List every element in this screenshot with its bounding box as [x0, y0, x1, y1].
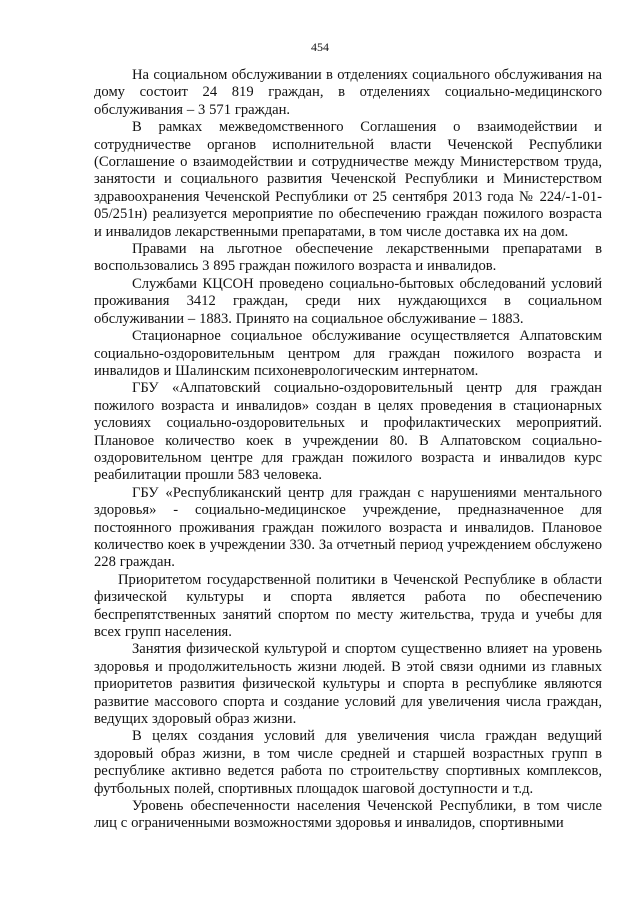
page-number: 454 — [311, 40, 329, 54]
paragraph-sports-policy: Приоритетом государственной политики в Чеченской Республике в области физической культуры и спорта является работа по обеспечению беспрепятственных занятий спортом по месту жительства, труда и учебы для всех групп населения. — [94, 571, 602, 640]
paragraph-healthy-lifestyle: В целях создания условий для увеличения числа граждан ведущий здоровый образ жизни, в том числе средней и старшей возрастных групп в республике активно ведется работа по строительству спортивных комплексов, футбольных полей, спортивных площадок шаговой доступности и т.д. — [94, 728, 602, 797]
paragraph-inpatient-services: Стационарное социальное обслуживание осуществляется Алпатовским социально-оздоровительным центром для граждан пожилого возраста и инвалидов и Шалинским психоневрологическим интернатом. — [94, 328, 602, 379]
paragraph-interagency-agreement: В рамках межведомственного Соглашения о взаимодействии и сотрудничестве органов исполнительной власти Чеченской Республики (Соглашение о взаимодействии и сотрудничестве между Министерством труда, занятости и социального развития Чеченской Республики и Министерством здравоохранения Чеченской Республики от 25 сентября 2013 года № 224/-1-01-05/251н) реализуется мероприятие по обеспечению граждан пожилого возраста и инвалидов лекарственными препаратами, в том числе доставка их на дом. — [94, 119, 602, 240]
paragraph-physical-activity: Занятия физической культурой и спортом существенно влияет на уровень здоровья и продолжительность жизни людей. В этой связи одними из главных приоритетов развития физической культуры и спорта в республике являются развитие массового спорта и создание условий для увеличения числа граждан, ведущих здоровый образ жизни. — [94, 641, 602, 728]
paragraph-home-care-stats: На социальном обслуживании в отделениях социального обслуживания на дому состоит 24 819 граждан, в отделениях социально-медицинского обслуживания – 3 571 граждан. — [94, 67, 602, 118]
paragraph-alpatovsky-center: ГБУ «Алпатовский социально-оздоровительный центр для граждан пожилого возраста и инвалидов» создан в целях проведения в стационарных условиях социально-оздоровительных и профилактических мероприятий. Плановое количество коек в учреждении 80. В Алпатовском социально-оздоровительном центре для граждан пожилого возраста и инвалидов курс реабилитации прошли 583 человека. — [94, 380, 602, 484]
paragraph-kcson-surveys: Службами КЦСОН проведено социально-бытовых обследований условий проживания 3412 граждан, среди них нуждающихся в социальном обслуживании – 1883. Принято на социальное обслуживание – 1883. — [94, 275, 602, 327]
paragraph-sports-facilities: Уровень обеспеченности населения Чеченской Республики, в том числе лиц с ограниченными возможностями здоровья и инвалидов, спортивными — [94, 798, 602, 832]
paragraph-mental-health-center: ГБУ «Республиканский центр для граждан с нарушениями ментального здоровья» - социально-медицинское учреждение, предназначенное для постоянного проживания граждан пожилого возраста и инвалидов. Плановое количество коек в учреждении 330. За отчетный период учреждением обслужено 228 граждан. — [94, 484, 602, 571]
paragraph-medication-benefits: Правами на льготное обеспечение лекарственными препаратами в воспользовались 3 895 граждан пожилого возраста и инвалидов. — [94, 241, 602, 275]
document-body — [94, 67, 602, 833]
